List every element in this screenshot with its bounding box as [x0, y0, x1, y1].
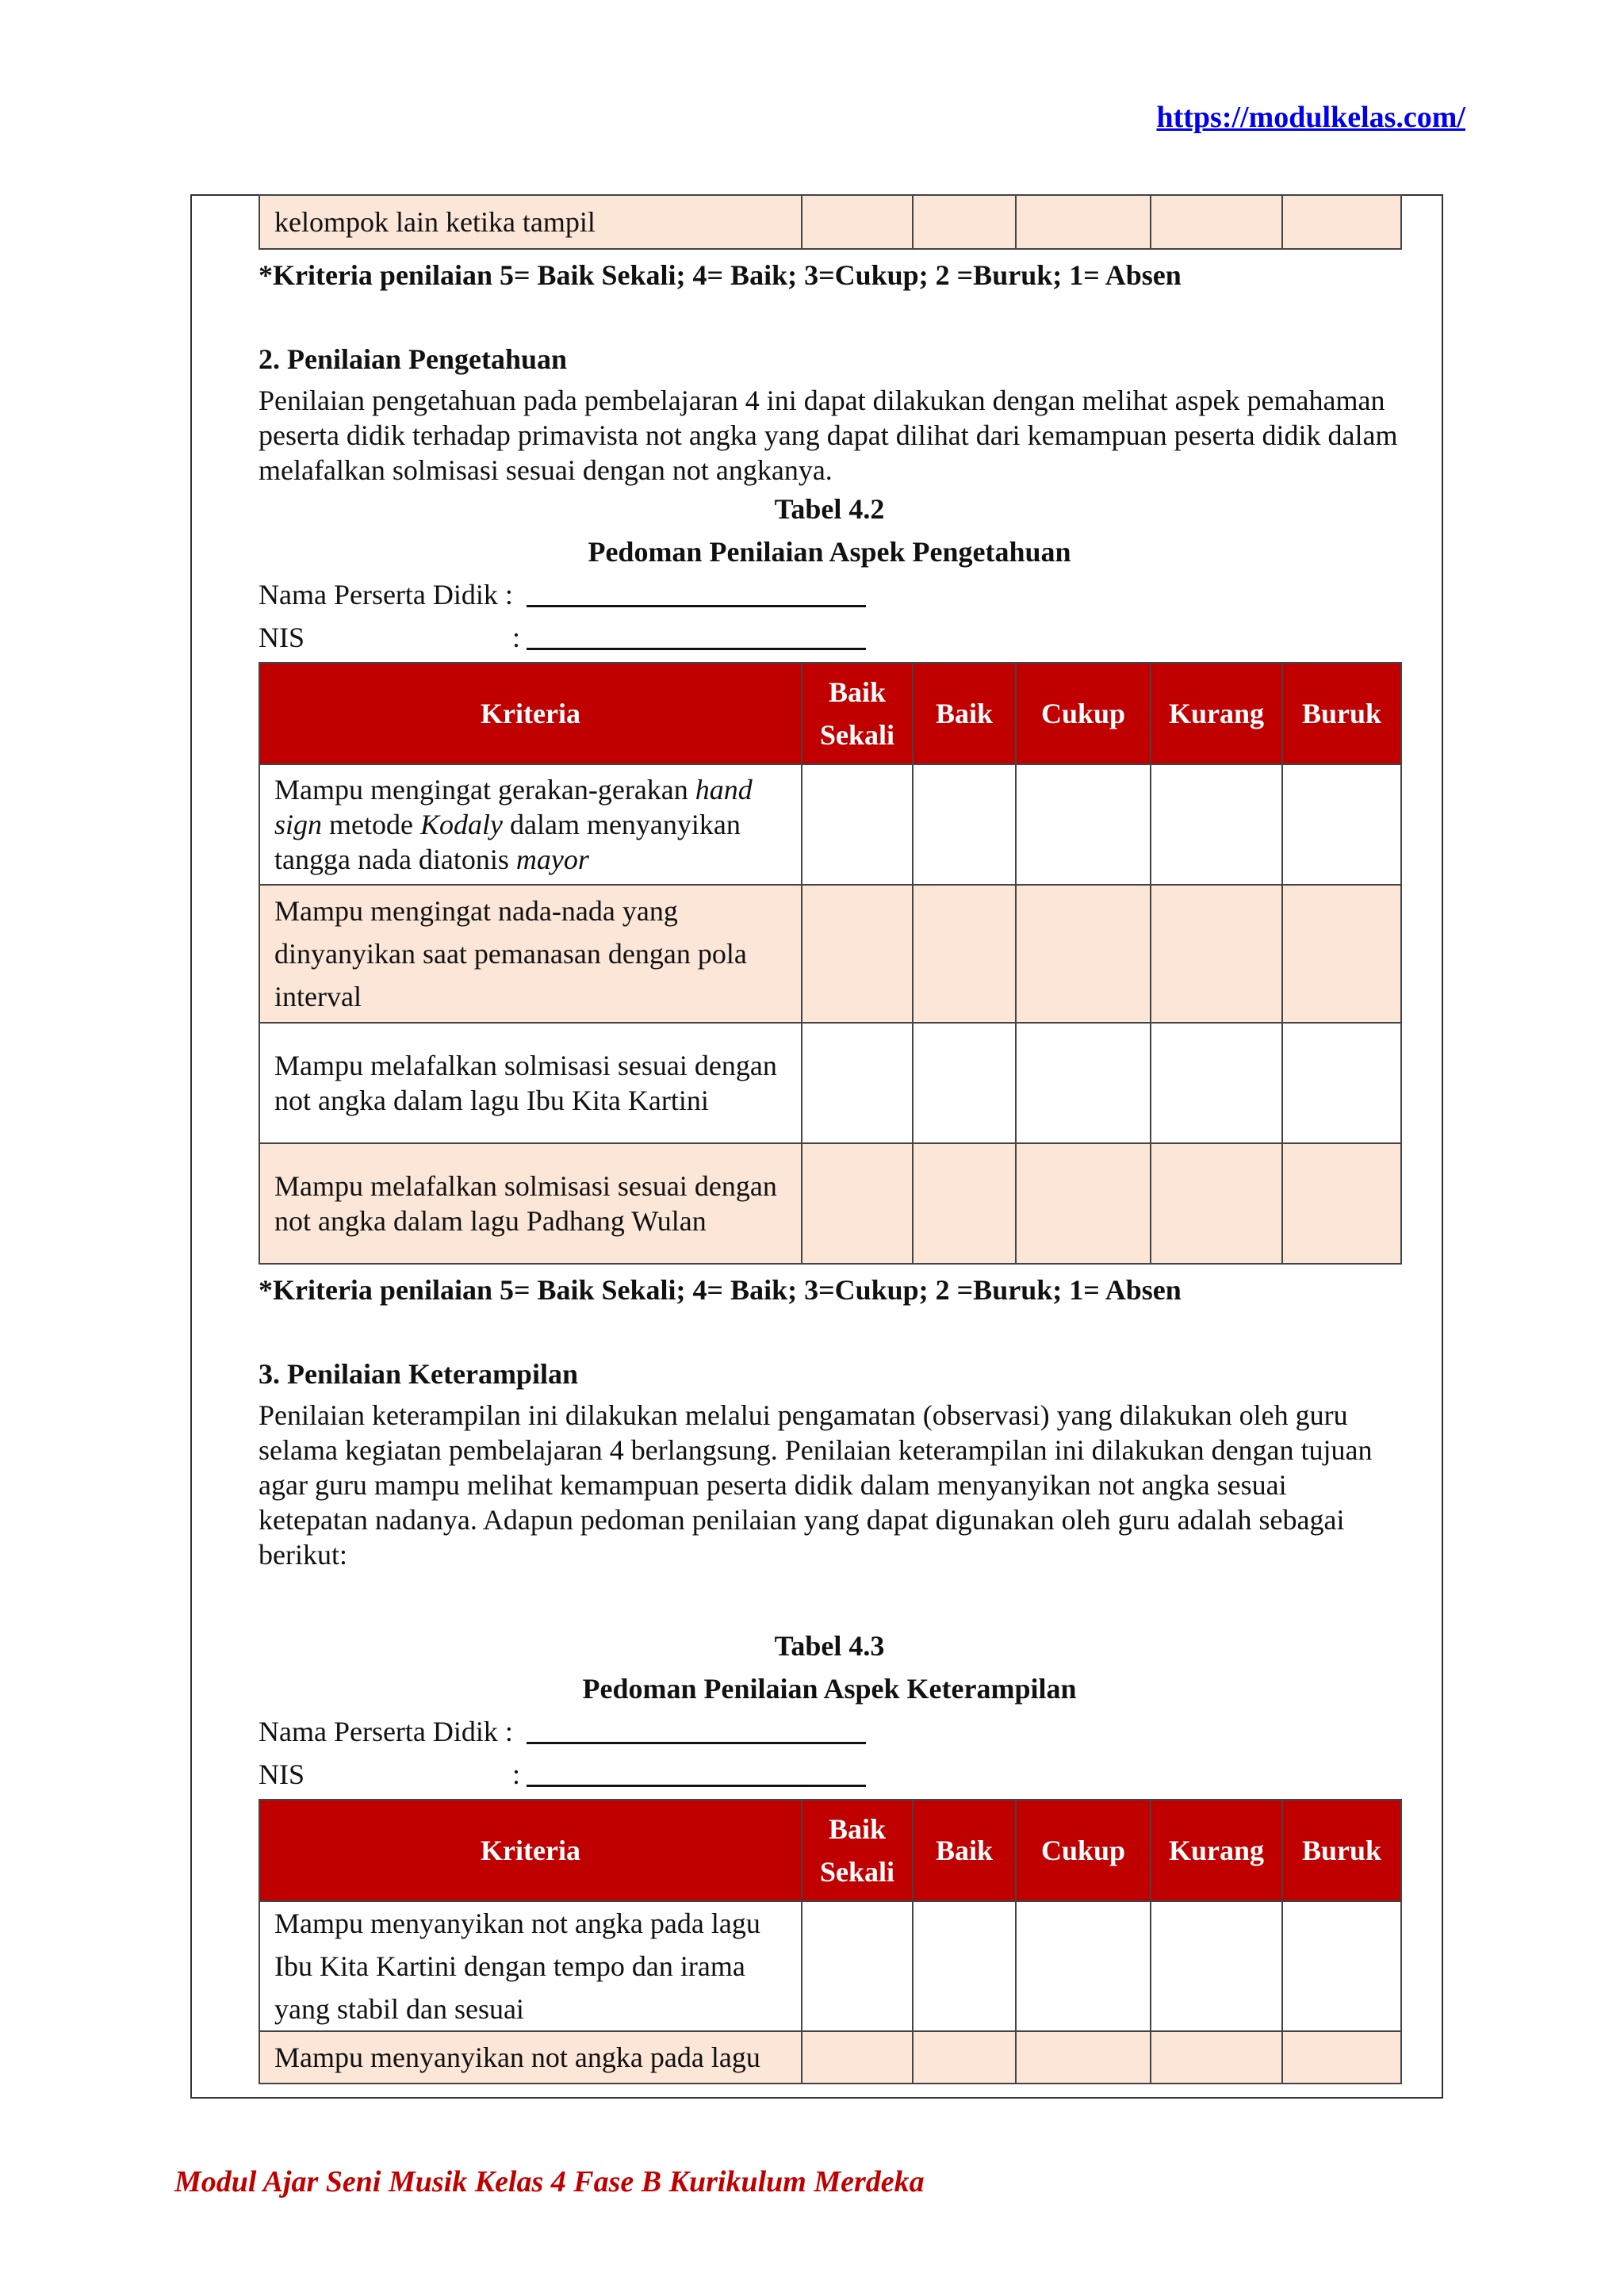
- nis-label: NIS: [259, 1758, 305, 1790]
- score-cell[interactable]: [1016, 195, 1151, 249]
- section-heading: 2. Penilaian Pengetahuan: [259, 343, 568, 375]
- table-number: Tabel 4.3: [774, 1630, 885, 1662]
- score-cell[interactable]: [913, 195, 1016, 249]
- table-row: [259, 195, 1401, 249]
- score-cell[interactable]: [1151, 764, 1282, 885]
- score-cell[interactable]: [1151, 1023, 1282, 1143]
- score-cell[interactable]: [1151, 1901, 1282, 2031]
- column-header: Kriteria: [259, 1800, 802, 1901]
- nis-label: NIS: [259, 622, 305, 653]
- score-cell[interactable]: [802, 2031, 913, 2084]
- criteria-cell: Mampu menyanyikan not angka pada lagu: [259, 2031, 802, 2084]
- section-paragraph: Penilaian pengetahuan pada pembelajaran 4 ini dapat dilakukan dengan melihat aspek pemahaman peserta didik terhadap primavista not angka yang dapat dilihat dari kemampuan peserta didik dalam melafalkan solmisasi sesuai dengan not angkanya.: [259, 385, 1398, 486]
- table-header-row: [259, 663, 1401, 764]
- section-paragraph: Penilaian keterampilan ini dilakukan melalui pengamatan (observasi) yang dilakukan oleh guru selama kegiatan pembelajaran 4 berlangsung. Penilaian keterampilan ini dilakukan dengan tujuan agar guru mampu melihat kemampuan peserta didik dalam menyanyikan not angka sesuai ketepatan nadanya. Adapun pedoman penilaian yang dapat digunakan oleh guru adalah sebagai berikut:: [259, 1399, 1373, 1571]
- score-cell[interactable]: [913, 1143, 1016, 1264]
- score-cell[interactable]: [1151, 195, 1282, 249]
- table-row: [259, 1901, 1401, 2031]
- nis-input-line[interactable]: [527, 1753, 866, 1787]
- name-field: [259, 1710, 1400, 1753]
- column-header: Baik: [913, 1800, 1016, 1901]
- table-header-row: [259, 1800, 1401, 1901]
- score-cell[interactable]: [1282, 195, 1401, 249]
- score-cell[interactable]: [1282, 885, 1401, 1023]
- table-row: [259, 1023, 1401, 1143]
- score-cell[interactable]: [1016, 764, 1151, 885]
- continued-table: [259, 194, 1402, 250]
- name-label: Nama Perserta Didik :: [259, 579, 513, 610]
- score-cell[interactable]: [802, 1901, 913, 2031]
- score-cell[interactable]: [802, 764, 913, 885]
- score-cell[interactable]: [1151, 2031, 1282, 2084]
- criteria-cell: kelompok lain ketika tampil: [259, 195, 802, 249]
- nis-colon: :: [512, 1758, 521, 1790]
- table-row: [259, 764, 1401, 885]
- criteria-cell: Mampu mengingat nada-nada yang dinyanyikan saat pemanasan dengan pola interval: [259, 885, 802, 1023]
- score-cell[interactable]: [913, 885, 1016, 1023]
- score-cell[interactable]: [1282, 1023, 1401, 1143]
- score-cell[interactable]: [1016, 1901, 1151, 2031]
- table-row: [259, 1143, 1401, 1264]
- score-cell[interactable]: [1016, 1023, 1151, 1143]
- criteria-text: Mampu mengingat gerakan-gerakan: [274, 774, 695, 806]
- table-title: Pedoman Penilaian Aspek Keterampilan: [582, 1673, 1077, 1705]
- criteria-italic: hand sign: [274, 774, 753, 840]
- table-row: [259, 2031, 1401, 2084]
- column-header: Baik Sekali: [802, 1800, 913, 1901]
- column-header: Kriteria: [259, 663, 802, 764]
- score-cell[interactable]: [913, 2031, 1016, 2084]
- score-cell[interactable]: [1016, 885, 1151, 1023]
- column-header: Cukup: [1016, 1800, 1151, 1901]
- table-number: Tabel 4.2: [774, 493, 885, 525]
- score-cell[interactable]: [802, 885, 913, 1023]
- table-row: [259, 885, 1401, 1023]
- score-cell[interactable]: [802, 1143, 913, 1264]
- score-cell[interactable]: [1282, 2031, 1401, 2084]
- score-cell[interactable]: [1016, 2031, 1151, 2084]
- score-cell[interactable]: [913, 1023, 1016, 1143]
- criteria-note: *Kriteria penilaian 5= Baik Sekali; 4= Baik; 3=Cukup; 2 =Buruk; 1= Absen: [259, 1274, 1182, 1306]
- column-header: Baik Sekali: [802, 663, 913, 764]
- column-header: Buruk: [1282, 663, 1401, 764]
- criteria-cell: Mampu melafalkan solmisasi sesuai dengan not angka dalam lagu Padhang Wulan: [259, 1143, 802, 1264]
- footer-title: Modul Ajar Seni Musik Kelas 4 Fase B Kurikulum Merdeka: [174, 2165, 925, 2198]
- score-cell[interactable]: [1151, 1143, 1282, 1264]
- name-label: Nama Perserta Didik :: [259, 1716, 513, 1747]
- score-cell[interactable]: [1282, 1901, 1401, 2031]
- criteria-italic: Kodaly: [419, 809, 503, 840]
- nis-input-line[interactable]: [527, 616, 866, 650]
- name-input-line[interactable]: [527, 573, 866, 607]
- score-cell[interactable]: [1016, 1143, 1151, 1264]
- criteria-cell: Mampu melafalkan solmisasi sesuai dengan not angka dalam lagu Ibu Kita Kartini: [259, 1023, 802, 1143]
- criteria-text: metode: [322, 809, 420, 840]
- table-title: Pedoman Penilaian Aspek Pengetahuan: [588, 536, 1071, 568]
- column-header: Cukup: [1016, 663, 1151, 764]
- criteria-cell: Mampu menyanyikan not angka pada lagu Ibu Kita Kartini dengan tempo dan irama yang stabil dan sesuai: [259, 1901, 802, 2031]
- criteria-text: dalam menyanyikan tangga nada diatonis: [274, 809, 741, 875]
- score-cell[interactable]: [802, 195, 913, 249]
- score-cell[interactable]: [1282, 1143, 1401, 1264]
- score-cell[interactable]: [1282, 764, 1401, 885]
- name-input-line[interactable]: [527, 1710, 866, 1744]
- score-cell[interactable]: [1151, 885, 1282, 1023]
- score-cell[interactable]: [802, 1023, 913, 1143]
- column-header: Baik: [913, 663, 1016, 764]
- nis-field: [259, 616, 1400, 659]
- column-header: Buruk: [1282, 1800, 1401, 1901]
- nis-colon: :: [512, 622, 521, 653]
- section-heading: 3. Penilaian Keterampilan: [259, 1358, 578, 1390]
- skills-table: [259, 1799, 1402, 2084]
- score-cell[interactable]: [913, 764, 1016, 885]
- criteria-cell: [259, 764, 802, 885]
- main-content: [259, 194, 1400, 2084]
- nis-field: [259, 1753, 1400, 1796]
- column-header: Kurang: [1151, 663, 1282, 764]
- name-field: [259, 573, 1400, 616]
- column-header: Kurang: [1151, 1800, 1282, 1901]
- criteria-note: *Kriteria penilaian 5= Baik Sekali; 4= Baik; 3=Cukup; 2 =Buruk; 1= Absen: [259, 259, 1182, 291]
- website-link[interactable]: https://modulkelas.com/: [1156, 101, 1465, 134]
- score-cell[interactable]: [913, 1901, 1016, 2031]
- criteria-italic: mayor: [515, 844, 589, 875]
- knowledge-table: [259, 662, 1402, 1265]
